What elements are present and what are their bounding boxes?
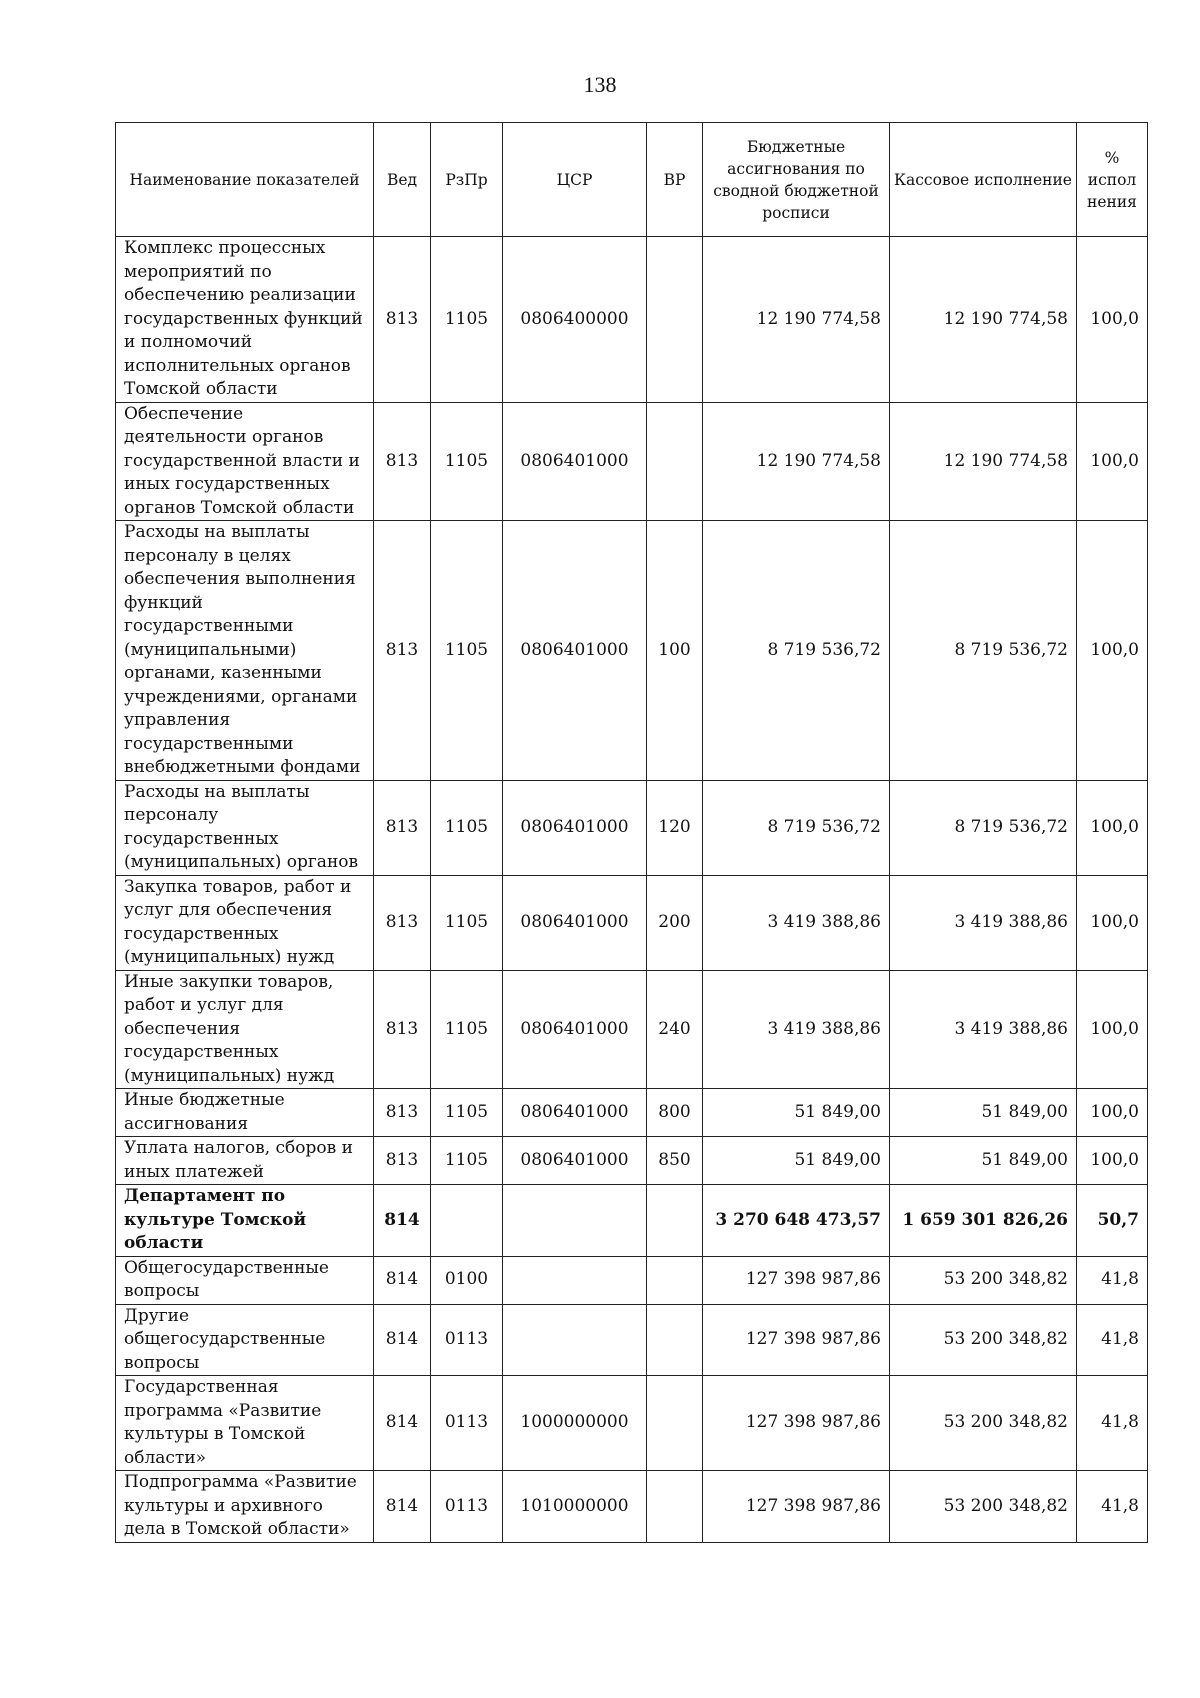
row-vr bbox=[647, 1256, 703, 1304]
row-rzpr: 1105 bbox=[431, 521, 503, 781]
row-rzpr: 1105 bbox=[431, 1137, 503, 1185]
header-percent: % испол нения bbox=[1077, 123, 1148, 237]
row-csr: 1000000000 bbox=[503, 1376, 647, 1471]
row-rzpr: 1105 bbox=[431, 402, 503, 521]
header-csr: ЦСР bbox=[503, 123, 647, 237]
budget-execution-table bbox=[115, 122, 1148, 1543]
table-row bbox=[116, 1376, 1148, 1471]
row-cash-execution: 53 200 348,82 bbox=[890, 1471, 1077, 1543]
row-name: Подпрограмма «Развитие культуры и архивного дела в Томской области» bbox=[116, 1471, 374, 1543]
row-vr: 120 bbox=[647, 780, 703, 875]
table-row bbox=[116, 875, 1148, 970]
row-vr: 850 bbox=[647, 1137, 703, 1185]
row-cash-execution: 53 200 348,82 bbox=[890, 1376, 1077, 1471]
row-percent: 100,0 bbox=[1077, 875, 1148, 970]
row-name: Расходы на выплаты персоналу в целях обеспечения выполнения функций государственными (муниципальными) органами, казенными учреждениями, органами управления государственными внебюджетными фондами bbox=[116, 521, 374, 781]
row-vr bbox=[647, 1304, 703, 1376]
row-rzpr: 1105 bbox=[431, 1089, 503, 1137]
row-csr bbox=[503, 1304, 647, 1376]
row-csr: 0806401000 bbox=[503, 970, 647, 1089]
row-assignments: 3 270 648 473,57 bbox=[703, 1185, 890, 1257]
row-name: Расходы на выплаты персоналу государственных (муниципальных) органов bbox=[116, 780, 374, 875]
table-row bbox=[116, 1089, 1148, 1137]
table-row-department bbox=[116, 1185, 1148, 1257]
row-percent: 100,0 bbox=[1077, 970, 1148, 1089]
row-name: Государственная программа «Развитие культуры в Томской области» bbox=[116, 1376, 374, 1471]
row-ved: 814 bbox=[374, 1376, 431, 1471]
row-cash-execution: 1 659 301 826,26 bbox=[890, 1185, 1077, 1257]
row-rzpr: 0100 bbox=[431, 1256, 503, 1304]
row-cash-execution: 51 849,00 bbox=[890, 1089, 1077, 1137]
row-percent: 41,8 bbox=[1077, 1471, 1148, 1543]
row-vr bbox=[647, 237, 703, 403]
row-percent: 100,0 bbox=[1077, 237, 1148, 403]
row-name: Обеспечение деятельности органов государственной власти и иных государственных органов Томской области bbox=[116, 402, 374, 521]
row-ved: 814 bbox=[374, 1256, 431, 1304]
row-cash-execution: 53 200 348,82 bbox=[890, 1256, 1077, 1304]
header-ved: Вед bbox=[374, 123, 431, 237]
row-percent: 100,0 bbox=[1077, 402, 1148, 521]
row-assignments: 51 849,00 bbox=[703, 1137, 890, 1185]
row-ved: 813 bbox=[374, 521, 431, 781]
row-assignments: 127 398 987,86 bbox=[703, 1471, 890, 1543]
row-rzpr: 0113 bbox=[431, 1471, 503, 1543]
row-percent: 100,0 bbox=[1077, 1137, 1148, 1185]
table-row bbox=[116, 237, 1148, 403]
row-assignments: 8 719 536,72 bbox=[703, 780, 890, 875]
row-name: Другие общегосударственные вопросы bbox=[116, 1304, 374, 1376]
row-percent: 41,8 bbox=[1077, 1376, 1148, 1471]
row-vr bbox=[647, 1185, 703, 1257]
row-ved: 813 bbox=[374, 237, 431, 403]
row-cash-execution: 8 719 536,72 bbox=[890, 780, 1077, 875]
row-cash-execution: 51 849,00 bbox=[890, 1137, 1077, 1185]
row-assignments: 127 398 987,86 bbox=[703, 1256, 890, 1304]
header-rzpr: РзПр bbox=[431, 123, 503, 237]
row-rzpr: 0113 bbox=[431, 1376, 503, 1471]
row-csr bbox=[503, 1256, 647, 1304]
row-assignments: 127 398 987,86 bbox=[703, 1304, 890, 1376]
row-assignments: 8 719 536,72 bbox=[703, 521, 890, 781]
row-ved: 814 bbox=[374, 1185, 431, 1257]
row-name: Комплекс процессных мероприятий по обеспечению реализации государственных функций и полномочий исполнительных органов Томской области bbox=[116, 237, 374, 403]
header-assignments: Бюджетные ассигнования по сводной бюджетной росписи bbox=[703, 123, 890, 237]
row-vr bbox=[647, 402, 703, 521]
row-csr: 0806400000 bbox=[503, 237, 647, 403]
row-vr bbox=[647, 1376, 703, 1471]
header-vr: ВР bbox=[647, 123, 703, 237]
row-ved: 813 bbox=[374, 970, 431, 1089]
table-row bbox=[116, 402, 1148, 521]
row-name: Уплата налогов, сборов и иных платежей bbox=[116, 1137, 374, 1185]
header-name: Наименование показателей bbox=[116, 123, 374, 237]
row-percent: 41,8 bbox=[1077, 1304, 1148, 1376]
row-rzpr: 1105 bbox=[431, 970, 503, 1089]
row-csr: 0806401000 bbox=[503, 402, 647, 521]
row-rzpr: 0113 bbox=[431, 1304, 503, 1376]
row-assignments: 51 849,00 bbox=[703, 1089, 890, 1137]
table-row bbox=[116, 1256, 1148, 1304]
header-cash-execution: Кассовое исполнение bbox=[890, 123, 1077, 237]
row-name: Иные закупки товаров, работ и услуг для обеспечения государственных (муниципальных) нужд bbox=[116, 970, 374, 1089]
row-assignments: 12 190 774,58 bbox=[703, 237, 890, 403]
row-ved: 813 bbox=[374, 875, 431, 970]
row-assignments: 3 419 388,86 bbox=[703, 970, 890, 1089]
row-cash-execution: 53 200 348,82 bbox=[890, 1304, 1077, 1376]
row-assignments: 3 419 388,86 bbox=[703, 875, 890, 970]
row-rzpr: 1105 bbox=[431, 780, 503, 875]
row-vr: 100 bbox=[647, 521, 703, 781]
row-percent: 50,7 bbox=[1077, 1185, 1148, 1257]
row-cash-execution: 12 190 774,58 bbox=[890, 402, 1077, 521]
row-percent: 100,0 bbox=[1077, 1089, 1148, 1137]
table-row bbox=[116, 1304, 1148, 1376]
row-ved: 813 bbox=[374, 1137, 431, 1185]
row-cash-execution: 12 190 774,58 bbox=[890, 237, 1077, 403]
table-row bbox=[116, 1137, 1148, 1185]
row-name: Иные бюджетные ассигнования bbox=[116, 1089, 374, 1137]
table-row bbox=[116, 970, 1148, 1089]
row-vr: 800 bbox=[647, 1089, 703, 1137]
row-csr: 0806401000 bbox=[503, 780, 647, 875]
row-ved: 813 bbox=[374, 1089, 431, 1137]
table-row bbox=[116, 780, 1148, 875]
row-cash-execution: 3 419 388,86 bbox=[890, 875, 1077, 970]
row-name: Закупка товаров, работ и услуг для обеспечения государственных (муниципальных) нужд bbox=[116, 875, 374, 970]
row-vr: 240 bbox=[647, 970, 703, 1089]
row-csr: 0806401000 bbox=[503, 875, 647, 970]
row-ved: 813 bbox=[374, 402, 431, 521]
row-percent: 100,0 bbox=[1077, 521, 1148, 781]
row-csr: 1010000000 bbox=[503, 1471, 647, 1543]
row-name: Общегосударственные вопросы bbox=[116, 1256, 374, 1304]
row-ved: 814 bbox=[374, 1304, 431, 1376]
row-assignments: 12 190 774,58 bbox=[703, 402, 890, 521]
row-vr: 200 bbox=[647, 875, 703, 970]
row-rzpr: 1105 bbox=[431, 237, 503, 403]
table-row bbox=[116, 1471, 1148, 1543]
row-csr bbox=[503, 1185, 647, 1257]
row-rzpr: 1105 bbox=[431, 875, 503, 970]
page-number: 138 bbox=[583, 72, 617, 97]
row-vr bbox=[647, 1471, 703, 1543]
row-ved: 814 bbox=[374, 1471, 431, 1543]
row-ved: 813 bbox=[374, 780, 431, 875]
table-row bbox=[116, 521, 1148, 781]
row-csr: 0806401000 bbox=[503, 1089, 647, 1137]
row-name: Департамент по культуре Томской области bbox=[116, 1185, 374, 1257]
row-percent: 100,0 bbox=[1077, 780, 1148, 875]
row-csr: 0806401000 bbox=[503, 521, 647, 781]
row-percent: 41,8 bbox=[1077, 1256, 1148, 1304]
row-cash-execution: 8 719 536,72 bbox=[890, 521, 1077, 781]
row-csr: 0806401000 bbox=[503, 1137, 647, 1185]
table-header-row bbox=[116, 123, 1148, 237]
row-rzpr bbox=[431, 1185, 503, 1257]
row-assignments: 127 398 987,86 bbox=[703, 1376, 890, 1471]
row-cash-execution: 3 419 388,86 bbox=[890, 970, 1077, 1089]
